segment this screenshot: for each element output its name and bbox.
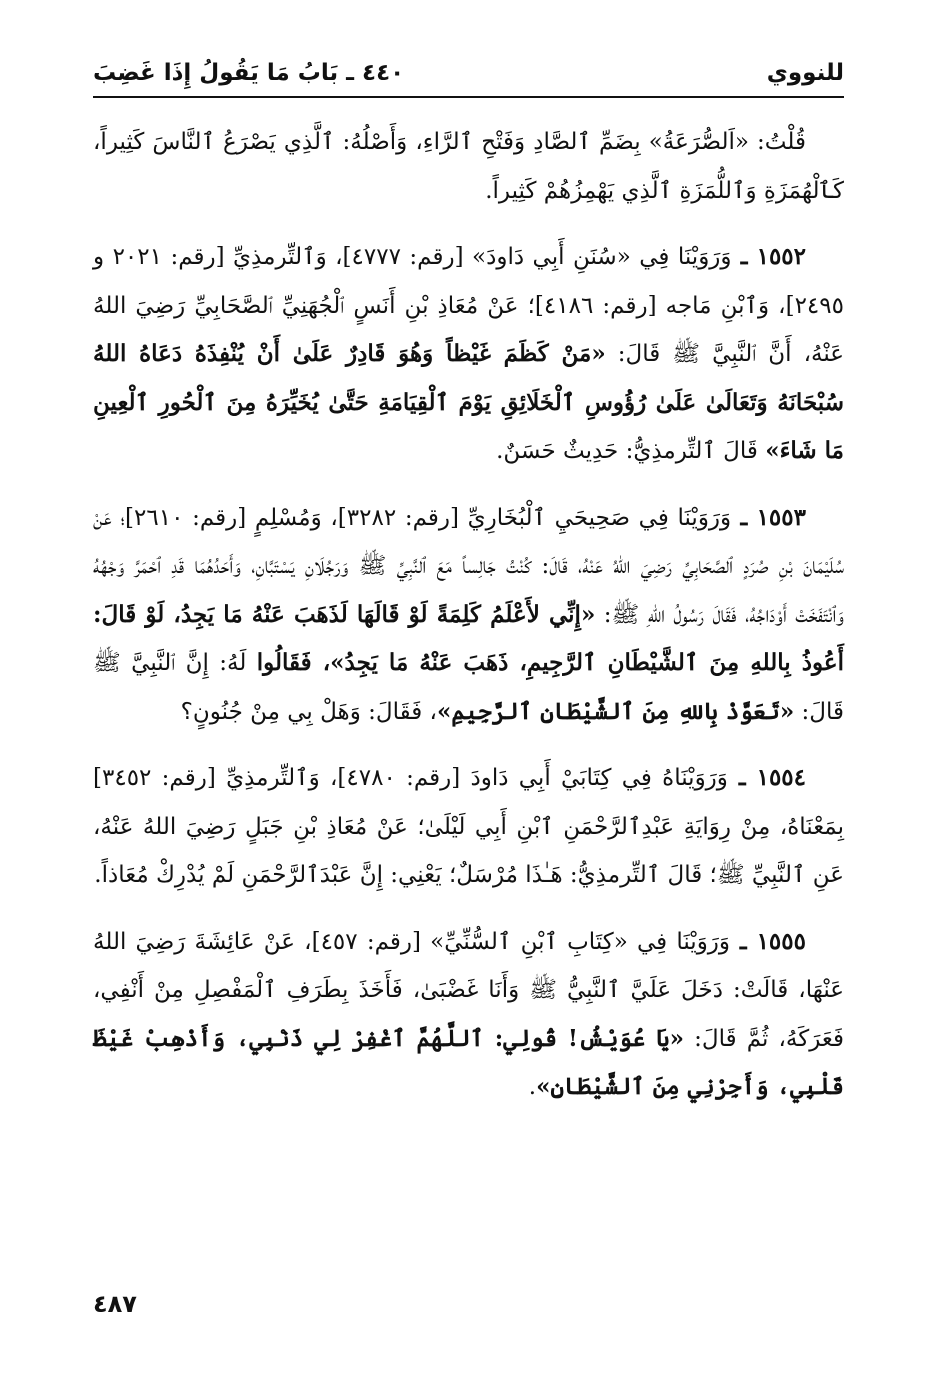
running-book-title: للنووي	[766, 60, 844, 86]
hadith-number: ١٥٥٢ ـ	[731, 243, 807, 270]
hadith-text: وَرَوَيْنَا فِي صَحِيحَيِ ٱلْبُخَارِيِّ [رقم: ٣٢٨٢]، وَمُسْلِمٍ [رقم: ٢٦١٠]؛ عَنْ سُلَيْمَانَ بْنِ صُرَدٍ ٱلصَّحَابِيِّ رَضِيَ اللهُ عَنْهُ، قَالَ: كُنْتُ جَالِساً مَعَ ٱلنَّبِيِّ ﷺ وَرَجُلَانِ يَسْتَبَّانِ، وَأَحَدُهُمَا قَدِ ٱحْمَرَّ وَجْهُهُ وَٱنْتَفَخَتْ أَوْدَاجُهُ، فَقَالَ رَسُولُ اللهِ ﷺ:	[93, 504, 844, 628]
hadith-1553	[93, 494, 844, 737]
hadith-number: ١٥٥٣ ـ	[731, 503, 806, 531]
hadith-quote: «إِنِّي لأَعْلَمُ كَلِمَةً لَوْ قَالَهَا لَذَهَبَ عَنْهُ مَا يَجِدُ، لَوْ قَالَ: أَعُوذُ بِاللهِ مِنَ ٱلشَّيْطَانِ ٱلرَّجِيمِ، ذَهَبَ عَنْهُ مَا يَجِدُ»، فَقَالُوا	[93, 600, 844, 676]
hadith-text: قَالَ ٱلتِّرمذِيُّ: حَدِيثٌ حَسَنٌ.	[496, 438, 766, 464]
page-body	[93, 118, 844, 1112]
hadith-quote: «تَعَوَّذْ بِاللهِ مِنَ ٱلشَّيْطَانِ ٱلرَّجِيمِ»	[436, 697, 795, 725]
hadith-number: ١٥٥٤ ـ	[727, 764, 807, 791]
hadith-quote: «مَنْ كَظَمَ غَيْظاً وَهُوَ قَادِرٌ عَلَىٰ أَنْ يُنْفِذَهُ دَعَاهُ اللهُ سُبْحَانَهُ وَتَعَالَىٰ عَلَىٰ رُؤُوسِ ٱلْخَلَائِقِ يَوْمَ ٱلْقِيَامَةِ حَتَّىٰ يُخَيِّرَهُ مِنَ ٱلْحُورِ ٱلْعِينِ مَا شَاءَ»	[93, 340, 844, 464]
hadith-quote: «يَا عُوَيْشُ! قُولِي: ٱللَّهُمَّ ٱغْفِرْ لِي ذَنْبِي، وَأَذْهِبْ غَيْظَ قَلْبِي، وَأَجِرْنِي مِنَ ٱلشَّيْطَانِ»	[93, 1024, 844, 1100]
hadith-1554	[93, 754, 844, 900]
paragraph	[93, 118, 844, 215]
hadith-text: لَهُ: إِنَّ ٱلنَّبِيَّ ﷺ قَالَ:	[93, 650, 844, 725]
running-chapter-title: ٤٤٠ ـ بَابُ مَا يَقُولُ إِذَا غَضِبَ	[93, 60, 405, 86]
page-number: ٤٨٧	[93, 1290, 137, 1318]
hadith-1552	[93, 233, 844, 476]
page-header	[93, 50, 844, 98]
hadith-text: وَرَوَيْنَاهُ فِي كِتَابَيْ أَبِي دَاودَ [رقم: ٤٧٨٠]، وَٱلتِّرمذِيِّ [رقم: ٣٤٥٢] بِمَعْنَاهُ، مِنْ رِوَايَةِ عَبْدِٱلرَّحْمَنِ ٱبْنِ أَبِي لَيْلَىٰ؛ عَنْ مُعَاذِ بْنِ جَبَلٍ رَضِيَ اللهُ عَنْهُ، عَنِ ٱلنَّبِيِّ ﷺ؛ قَالَ ٱلتِّرمذِيُّ: هَـٰذَا مُرْسَلٌ؛ يَعْنِي: إِنَّ عَبْدَٱلرَّحْمَنِ لَمْ يُدْرِكْ مُعَاذاً.	[93, 765, 845, 888]
hadith-text: وَرَوَيْنَا فِي «سُنَنِ أَبِي دَاودَ» [رقم: ٤٧٧٧]، وَٱلتِّرمذِيِّ [رقم: ٢٠٢١ و ٢٤٩٥]، وَٱبْنِ مَاجه [رقم: ٤١٨٦]؛ عَنْ مُعَاذِ بْنِ أَنَسٍ ٱلْجُهَنِيِّ ٱلصَّحَابِيِّ رَضِيَ اللهُ عَنْهُ، أَنَّ ٱلنَّبِيَّ ﷺ قَالَ:	[93, 244, 844, 367]
hadith-text: ، فَقَالَ: وَهَلْ بِي مِنْ جُنُونٍ؟	[180, 698, 437, 725]
hadith-text: .	[528, 1074, 537, 1100]
hadith-number: ١٥٥٥ ـ	[730, 927, 806, 955]
paragraph-text: قُلْتُ: «اَلصُّرَعَةُ» بِضَمِّ ٱلصَّادِ وَفَتْحِ ٱلرَّاءِ، وَأَصْلُهُ: ٱلَّذِي يَصْرَعُ ٱلنَّاسَ كَثِيراً، كَٱلْهُمَزَةِ وَٱللُّمَزَةِ ٱلَّذِي يَهْمِزُهُمْ كَثِيراً.	[93, 129, 844, 204]
hadith-text: وَرَوَيْنَا فِي «كِتَابِ ٱبْنِ ٱلسُّنِّيِّ» [رقم: ٤٥٧]، عَنْ عَائِشَةَ رَضِيَ اللهُ عَنْهَا، قَالَتْ: دَخَلَ عَلَيَّ ٱلنَّبِيُّ ﷺ وَأَنَا غَضْبَىٰ، فَأَخَذَ بِطَرَفِ ٱلْمَفْصِلِ مِنْ أَنْفِي، فَعَرَكَهُ، ثُمَّ قَالَ:	[93, 928, 844, 1052]
hadith-1555	[93, 918, 844, 1112]
